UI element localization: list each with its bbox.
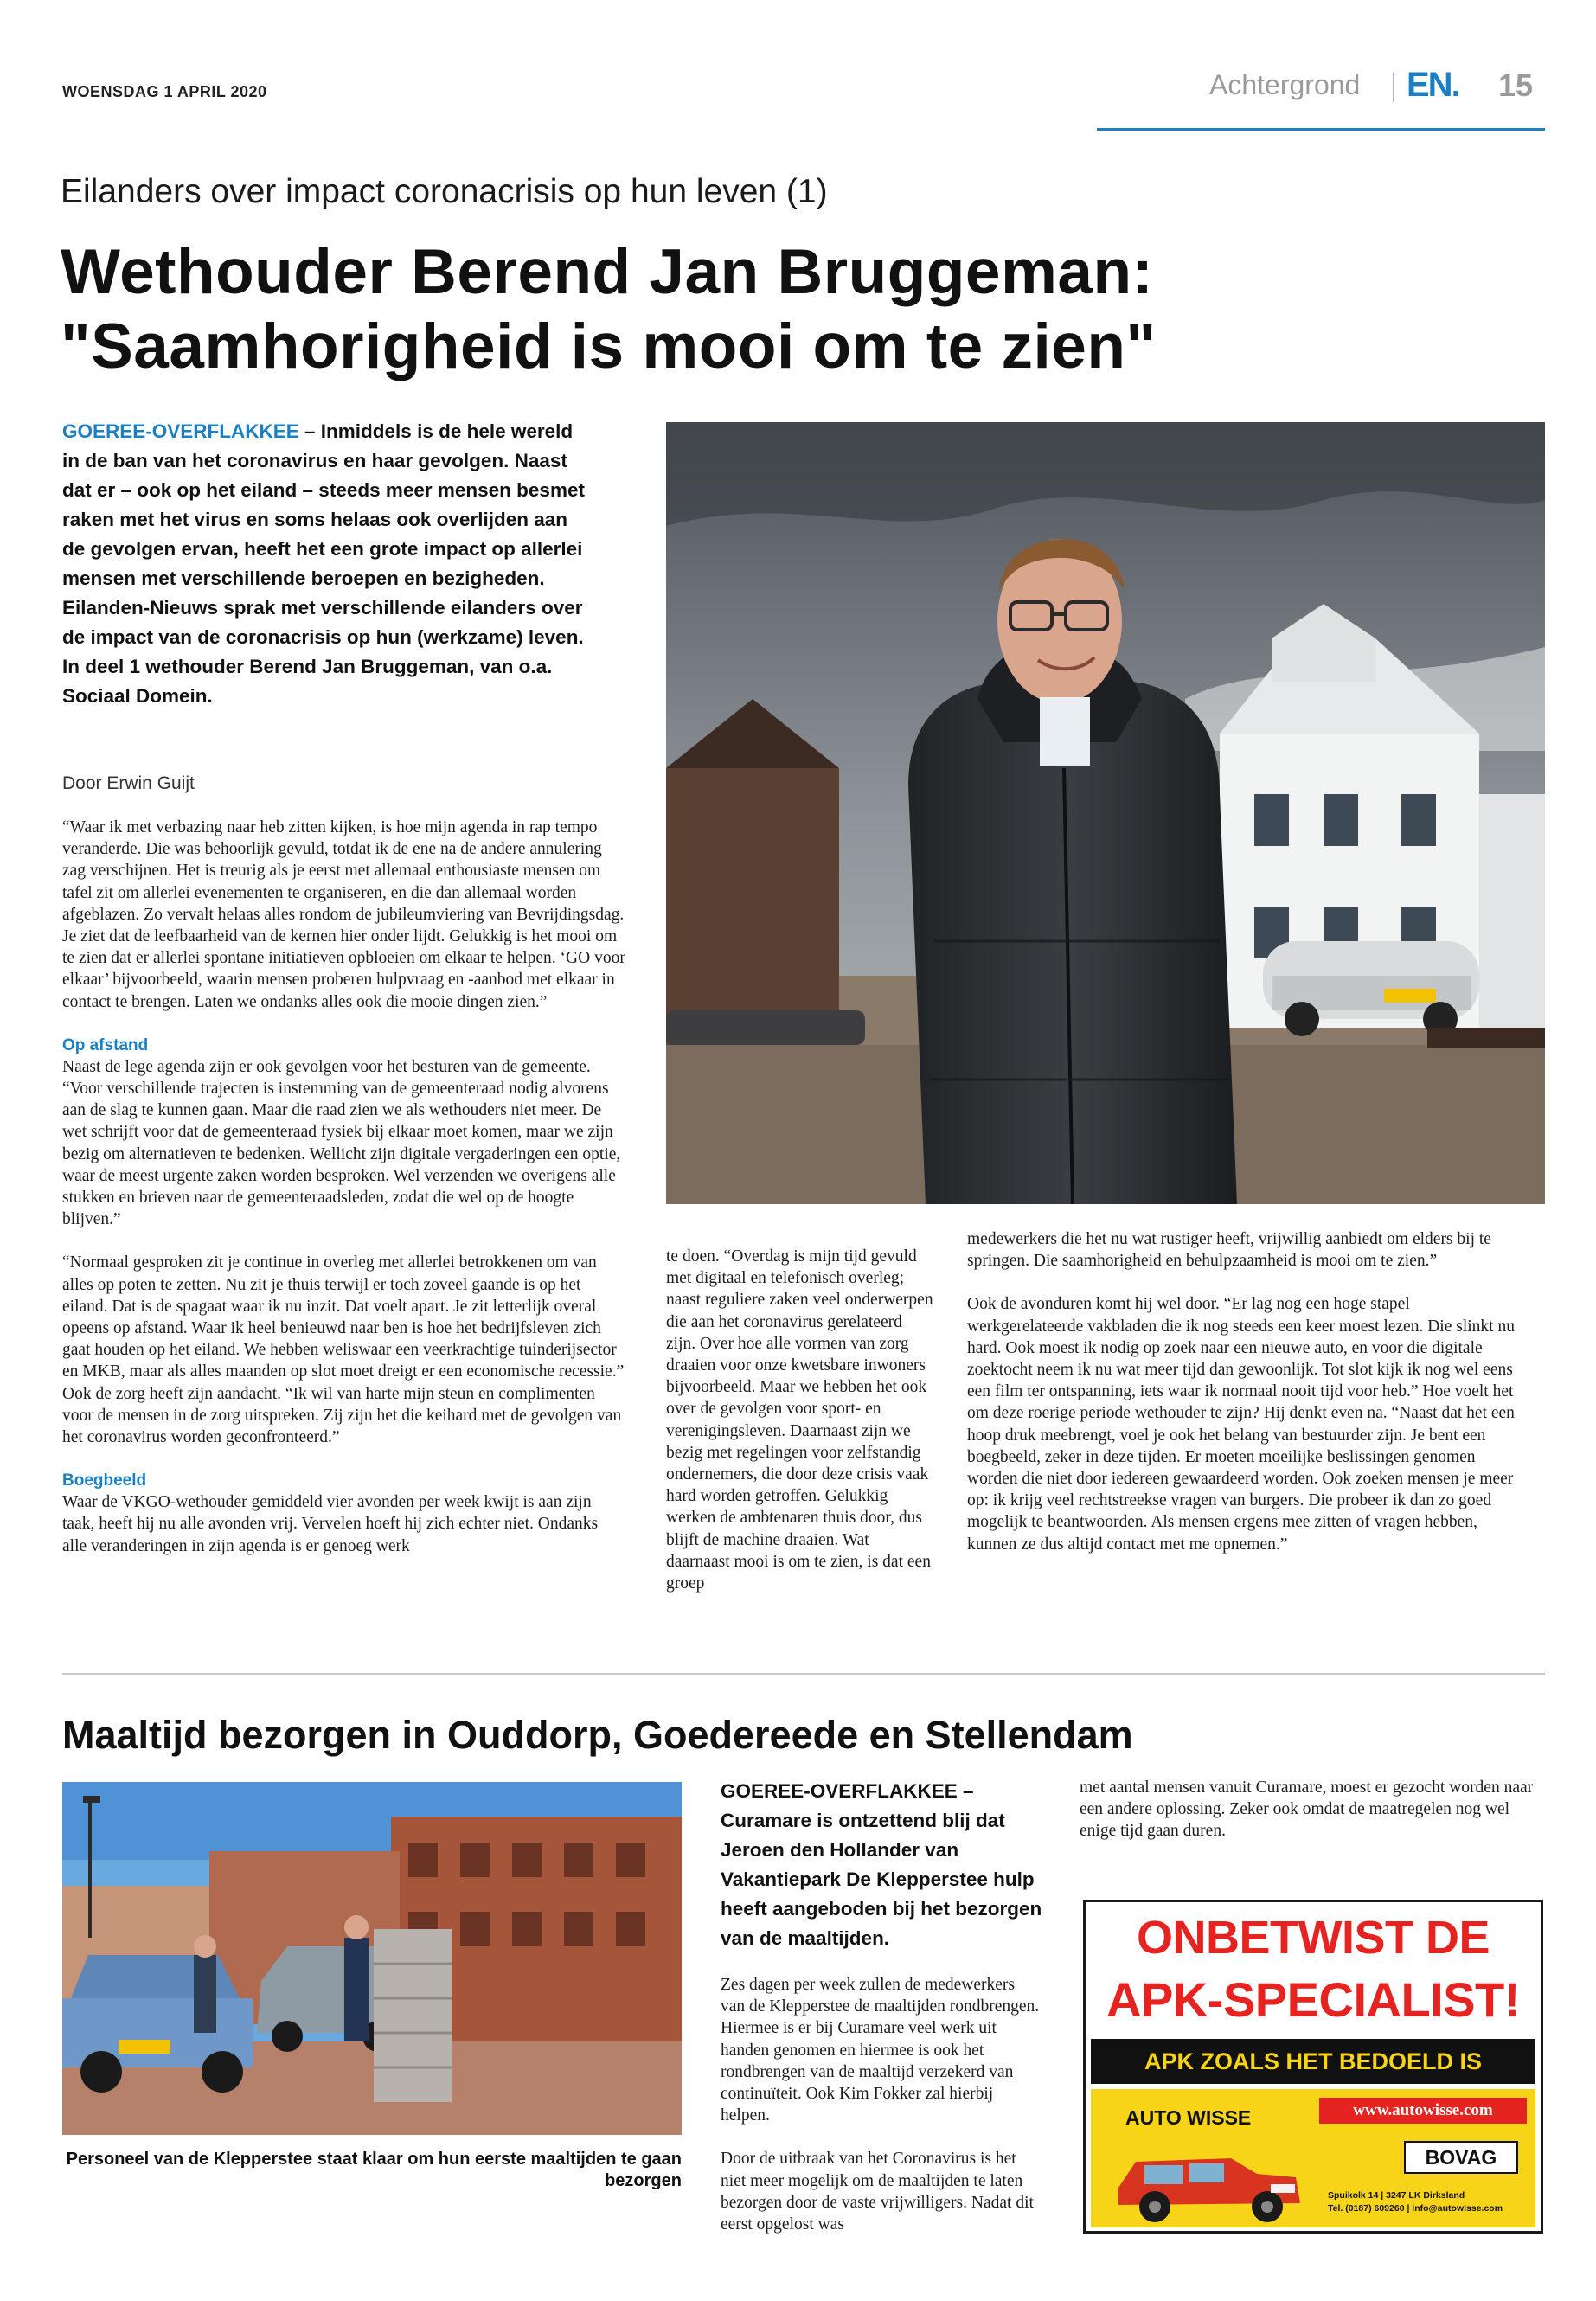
paragraph: Door de uitbraak van het Coronavirus is het niet meer mogelijk om de maaltijden te laten bezorgen door de vaste vrijwilligers. Nadat dit eerst opgelost was (721, 2150, 1034, 2234)
apk-advertisement[interactable] (1083, 1900, 1543, 2234)
issue-date: WOENSDAG 1 APRIL 2020 (62, 83, 267, 100)
paragraph: Waar de VKGO-wethouder gemiddeld vier avonden per week kwijt is aan zijn taak, heeft hij nu alle avonden vrij. Vervelen hoeft hij zich echter niet. Ondanks alle veranderingen in zijn agenda is er genoeg werk (62, 1493, 599, 1555)
paragraph: “Waar ik met verbazing naar heb zitten kijken, is hoe mijn agenda in rap tempo veranderde. Die was behoorlijk gevuld, totdat ik de ene na de andere annulering zag verschijnen. Het is treurig als je eerst met allemaal enthousiaste mensen om tafel zit om allerlei evenementen te organiseren, en die dan allemaal worden afgeblazen. Zo vervalt helaas alles rondom de jubileumviering van Bevrijdingsdag. Je ziet dat de leefbaarheid van de kernen hier onder lijdt. Gelukkig is het mooi om te zien dat er allerlei spontane initiatieven opbloeien om elkaar te helpen. ‘GO voor elkaar’ bijvoorbeeld, waarin mensen proberen hulpvraag en -aanbod met elkaar in contact te brengen. Laten we ondanks alles ook die mooie dingen zien.” (62, 818, 625, 1011)
paragraph: medewerkers die het nu wat rustiger heeft, vrijwillig aanbiedt om elders bij te springen. Die saamhorigheid en behulpzaamheid is mooi om te zien.” (967, 1230, 1491, 1271)
paragraph: Ook de avonduren komt hij wel door. “Er lag nog een hoge stapel werkgerelateerde vakbladen die ik nog steeds een keer moest lezen. Die slinkt nu hard. Ook moest ik nodig op zoek naar een nieuwe auto, en voor die digitale zoektocht neem ik nu wat meer tijd dan gewoonlijk. Tot slot kijk ik nog wel eens een film ter ontspanning, iets waar ik normaal nooit tijd voor heb.” Hoe voelt het om deze roerige periode wethouder te zijn? Hij denkt even na. “Naast dat het een hoop druk meebrengt, voel je ook het belang van bestuurder zijn. Je bent een boegbeeld, zeker in deze tijden. Er moeten moeilijke beslissingen genomen worden die niet door iedereen gewaardeerd worden. Ook zoeken mensen je meer op: ik krijg veel rechtstreekse vragen van burgers. Die probeer ik dan zo goed mogelijk te beantwoorden. Als mensen ergens mee zitten of vragen hebben, kunnen ze dus altijd contact met me opnemen.” (967, 1295, 1515, 1554)
ad-contact-info (1328, 2189, 1525, 2215)
byline: Door Erwin Guijt (62, 773, 195, 793)
article-column-3 (967, 1228, 1521, 1577)
ad-phone-email: Tel. (0187) 609260 | info@autowisse.com (1328, 2203, 1503, 2214)
ad-headline-2: APK-SPECIALIST! (1106, 1972, 1520, 2027)
article-column-1 (62, 817, 626, 1579)
jeep-icon (1110, 2136, 1309, 2226)
dateline-location-2: GOEREE-OVERFLAKKEE – (721, 1780, 974, 1802)
header-rule (1097, 128, 1545, 131)
photo-caption: Personeel van de Klepperstee staat klaar om hun eerste maaltijden te gaan bezorgen (66, 2150, 682, 2190)
ad-address: Spuikolk 14 | 3247 LK Dirksland (1328, 2190, 1465, 2201)
staff-photo-illustration (62, 1782, 682, 2135)
paragraph: “Normaal gesproken zit je continue in overleg met allerlei betrokkenen om van alles op poten te zetten. Nu zit je thuis terwijl er toch zoveel gaande is op het eiland. Dat is de spagaat waar ik nu inzit. Dat voelt apart. Je zit letterlijk overal opeens op afstand. Waar ik heel benieuwd naar ben is hoe het bedrijfsleven zich gaat houden op het eiland. We hebben weliswaar een veerkrachtige tuinderijsector en MKB, maar als alles maanden op slot moet dreigt er een economische recessie.” Ook de zorg heeft zijn aandacht. “Ik wil van harte mijn steun en complimenten voor de mensen in de zorg uitspreken. Zij zijn het die keihard met de gevolgen van het coronavirus worden geconfronteerd.” (62, 1253, 625, 1447)
headline-line-1: Wethouder Berend Jan Bruggeman: (61, 237, 1154, 307)
paragraph: te doen. “Overdag is mijn tijd gevuld met digitaal en telefonisch overleg; naast reguliere zaken veel onderwerpen die aan het coronavirus gerelateerd zijn. Over hoe alle vormen van zorg draaien voor onze kwetsbare inwoners bijvoorbeeld. Maar we hebben het ook over de gevolgen voor sport- en verenigingsleven. Daarnaast zijn we bezig met regelingen voor zelfstandig ondernemers, die door deze crisis vaak hard worden getroffen. Gelukkig werken de ambtenaren thuis door, dus blijft de machine draaien. Wat daarnaast mooi is om te zien, is dat een groep (666, 1247, 933, 1593)
section-name: Achtergrond (1209, 69, 1361, 100)
article-kicker: Eilanders over impact coronacrisis op hun leven (1) (61, 173, 828, 210)
ad-slogan-bar: APK ZOALS HET BEDOELD IS (1091, 2039, 1535, 2084)
page-number: 15 (1498, 67, 1534, 103)
subheading-boegbeeld: Boegbeeld (62, 1471, 147, 1490)
bovag-logo: BOVAG (1404, 2141, 1518, 2174)
headline-line-2: "Saamhorigheid is mooi om te zien" (61, 311, 1157, 381)
klepperstee-staff-photo (62, 1782, 682, 2135)
lead-text: Curamare is ontzettend blij dat Jeroen den Hollander van Vakantiepark De Klepperstee hulp heeft aangeboden bij het bezorgen van de maaltijden. (721, 1810, 1042, 1949)
ad-website-link[interactable]: www.autowisse.com (1319, 2098, 1527, 2124)
article-headline (61, 235, 1548, 384)
wethouder-portrait-photo (666, 422, 1545, 1204)
article-2-column-2 (1080, 1777, 1534, 1864)
article-2-lead (721, 1777, 1060, 1953)
paragraph: met aantal mensen vanuit Curamare, moest er gezocht worden naar een andere oplossing. Zeker ook omdat de maatregelen nog wel enige tijd gaan duren. (1080, 1779, 1534, 1841)
section-separator (62, 1673, 1545, 1675)
article-headline-2: Maaltijd bezorgen in Ouddorp, Goedereede en Stellendam (62, 1713, 1133, 1757)
paragraph: Zes dagen per week zullen de medewerkers van de Klepperstee de maaltijden rondbrengen. Hiermee is er bij Curamare veel werk uit handen genomen en hiermee is ook het rondbrengen van de maaltijd verzekerd van continuïteit. Ook Kim Fokker zal hierbij helpen. (721, 1976, 1040, 2125)
ad-headline-1: ONBETWIST DE (1137, 1912, 1490, 1964)
portrait-illustration (666, 422, 1545, 1204)
publication-logo: EN. (1407, 66, 1459, 104)
article-intro (62, 417, 590, 711)
subheading-op-afstand: Op afstand (62, 1035, 149, 1054)
ad-brand-name: AUTO WISSE (1125, 2106, 1252, 2129)
intro-text: – Inmiddels is de hele wereld in de ban van het coronavirus en haar gevolgen. Naast dat er – ook op het eiland – steeds meer mensen besmet raken met het virus en soms helaas ook overlijden aan de gevolgen ervan, heeft het een grote impact op allerlei mensen met verschillende beroepen en bezigheden. Eilanden-Nieuws sprak met verschillende eilanders over de impact van de coronacrisis op hun (werkzame) leven. In deel 1 wethouder Berend Jan Bruggeman, van o.a. Sociaal Domein. (62, 420, 585, 707)
dateline-location: GOEREE-OVERFLAKKEE (62, 420, 299, 442)
article-column-2 (666, 1246, 934, 1616)
article-2-column-1 (721, 1974, 1042, 2257)
paragraph: Naast de lege agenda zijn er ook gevolgen voor het besturen van de gemeente. “Voor verschillende trajecten is instemming van de gemeenteraad nodig alvorens aan de slag te kunnen gaan. Maar die raad zien we als wethouders niet meer. De wet schrijft voor dat de gemeenteraad fysiek bij elkaar moet komen, maar we zijn bezig om alternatieven te bedenken. Wellicht zijn digitale vergaderingen een optie, waar de meest urgente zaken worden besproken. Wel verzenden we overigens alle stukken en brieven naar de gemeenteraadsleden, zodat die wel op de hoogte blijven.” (62, 1057, 621, 1229)
header-divider (1393, 73, 1394, 102)
